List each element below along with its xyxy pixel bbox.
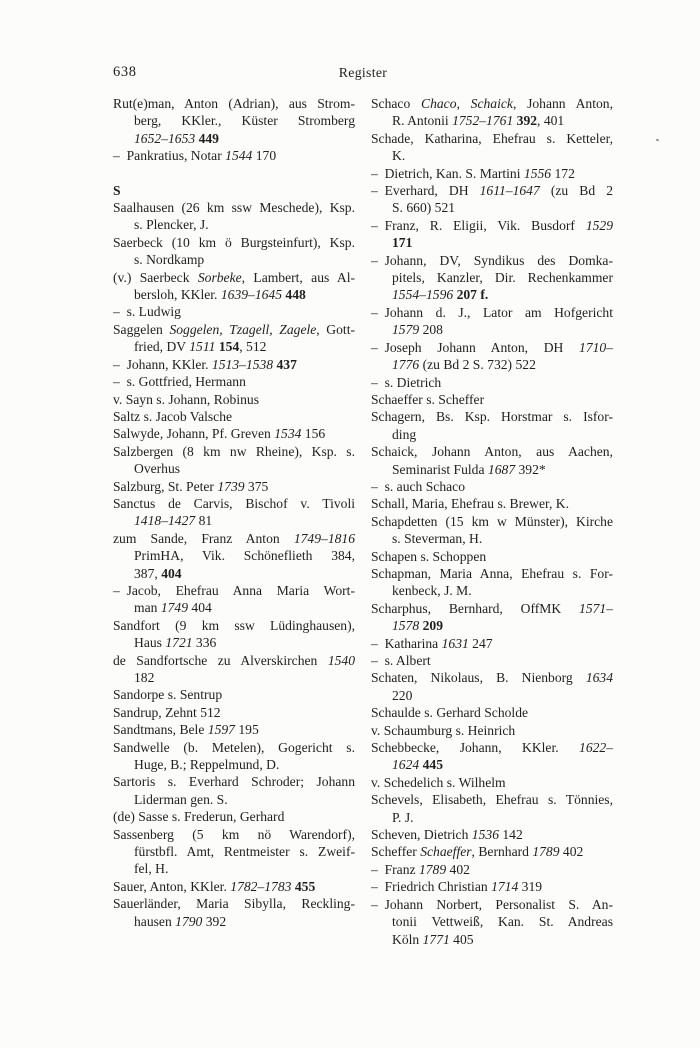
entry-line: 1554–1596 207 f.: [392, 287, 489, 303]
entry-line: 1652–1653 449: [134, 130, 219, 146]
index-entry: [113, 808, 355, 825]
entry-line: bersloh, KKler. 1639–1645 448: [134, 287, 306, 303]
index-entry: [371, 878, 613, 895]
entry-line: Overhus: [134, 461, 181, 477]
entry-line: fried, DV 1511 154, 512: [134, 339, 267, 355]
index-entry: [371, 774, 613, 791]
index-entry: [113, 495, 355, 530]
entry-line: 171: [392, 235, 413, 251]
index-entry: [371, 791, 613, 826]
entry-line: Seminarist Fulda 1687 392*: [392, 461, 546, 477]
index-entry: [113, 321, 355, 356]
entry-line: 1579 208: [392, 322, 443, 338]
entry-line: – Friedrich Christian 1714 319: [371, 879, 543, 895]
entry-line: Sandwelle (b. Metelen), Gogericht s.: [113, 739, 355, 755]
entry-line: Rut(e)man, Anton (Adrian), aus Strom-: [113, 96, 355, 111]
index-entry: [371, 408, 613, 443]
index-entry: [371, 495, 613, 512]
entry-line: v. Schedelich s. Wilhelm: [371, 774, 506, 790]
entry-line: Schaick, Johann Anton, aus Aachen,: [371, 444, 613, 460]
index-entry: [113, 704, 355, 721]
entry-line: S. 660) 521: [392, 200, 456, 216]
index-entry: [371, 443, 613, 478]
entry-line: – Jacob, Ehefrau Anna Maria Wort-: [113, 582, 355, 598]
entry-line: Saggelen Soggelen, Tzagell, Zagele, Gott-: [113, 321, 355, 337]
entry-line: – Johann, DV, Syndikus des Domka-: [371, 252, 613, 268]
entry-line: – s. Albert: [371, 653, 431, 668]
index-entry: [113, 356, 355, 373]
index-entry: [113, 773, 355, 808]
entry-line: – Katharina 1631 247: [371, 635, 493, 651]
entry-line: – Joseph Johann Anton, DH 1710–: [371, 339, 613, 355]
entry-line: Köln 1771 405: [392, 931, 474, 947]
entry-line: Sanctus de Carvis, Bischof v. Tivoli: [113, 495, 355, 511]
entry-line: Saltz s. Jacob Valsche: [113, 408, 233, 424]
index-entry: [113, 878, 355, 895]
entry-line: 182: [134, 670, 155, 685]
index-entry: [113, 269, 355, 304]
entry-line: – Franz 1789 402: [371, 861, 470, 877]
entry-line: Sauer, Anton, KKler. 1782–1783 455: [113, 878, 316, 894]
entry-line: zum Sande, Franz Anton 1749–1816: [113, 530, 355, 546]
index-entry: [113, 95, 355, 147]
index-entry: [113, 234, 355, 269]
entry-line: – Pankratius, Notar 1544 170: [113, 148, 277, 164]
entry-line: – Everhard, DH 1611–1647 (zu Bd 2: [371, 183, 613, 199]
index-entry: [371, 165, 613, 182]
index-entry: [371, 565, 613, 600]
entry-line: Schade, Katharina, Ehefrau s. Ketteler,: [371, 130, 613, 146]
index-entry: [371, 182, 613, 217]
entry-line: kenbeck, J. M.: [392, 583, 472, 599]
index-entry: [371, 704, 613, 721]
entry-line: tonii Vettweiß, Kan. St. Andreas: [392, 914, 613, 930]
entry-line: Schagern, Bs. Ksp. Horstmar s. Isfor-: [371, 409, 613, 425]
entry-line: Schapman, Maria Anna, Ehefrau s. For-: [371, 565, 613, 581]
entry-line: Schebbecke, Johann, KKler. 1622–: [371, 740, 613, 756]
entry-line: Salwyde, Johann, Pf. Greven 1534 156: [113, 426, 326, 442]
index-entry: [371, 304, 613, 339]
entry-line: – Johann, KKler. 1513–1538 437: [113, 356, 297, 372]
index-entry: [113, 199, 355, 234]
entry-line: Sauerländer, Maria Sibylla, Reckling-: [113, 896, 355, 912]
index-entry: [371, 669, 613, 704]
entry-line: Scheffer Schaeffer, Bernhard 1789 402: [371, 844, 584, 860]
entry-line: 1418–1427 81: [134, 513, 213, 529]
entry-line: de Sandfortsche zu Alverskirchen 1540: [113, 652, 355, 668]
entry-line: Sassenberg (5 km nö Warendorf),: [113, 826, 355, 842]
section-letter: [113, 182, 355, 199]
entry-line: Saalhausen (26 km ssw Meschede), Ksp.: [113, 200, 355, 216]
entry-line: 1776 (zu Bd 2 S. 732) 522: [392, 357, 536, 373]
entry-line: Scheven, Dietrich 1536 142: [371, 827, 523, 843]
index-entry: [113, 582, 355, 617]
entry-line: (de) Sasse s. Frederun, Gerhard: [113, 809, 285, 825]
page-number: 638: [113, 64, 137, 80]
index-entry: [371, 252, 613, 304]
index-entry: [371, 600, 613, 635]
index-entry: [371, 652, 613, 669]
entry-line: R. Antonii 1752–1761 392, 401: [392, 113, 565, 129]
entry-line: (v.) Saerbeck Sorbeke, Lambert, aus Al-: [113, 269, 355, 285]
entry-line: berg, KKler., Küster Stromberg: [134, 113, 355, 129]
entry-line: K.: [392, 148, 406, 164]
index-entry: [113, 478, 355, 495]
index-entry: [113, 721, 355, 738]
entry-line: Haus 1721 336: [134, 635, 217, 651]
index-entry: [371, 826, 613, 843]
index-entry: [371, 548, 613, 565]
entry-line: Sandtmans, Bele 1597 195: [113, 722, 259, 738]
index-entry: [113, 373, 355, 390]
index-column-left: [113, 95, 355, 948]
entry-line: 387, 404: [134, 565, 182, 581]
index-entry: [371, 861, 613, 878]
index-entry: [113, 530, 355, 582]
index-columns: [113, 95, 613, 948]
index-entry: [113, 686, 355, 703]
entry-line: 220: [392, 687, 413, 703]
index-entry: [113, 408, 355, 425]
scan-speck-artifact: [656, 138, 660, 141]
entry-line: Sandorpe s. Sentrup: [113, 687, 223, 703]
entry-line: 1578 209: [392, 618, 443, 634]
index-entry: [371, 843, 613, 860]
entry-line: Schaten, Nikolaus, B. Nienborg 1634: [371, 670, 613, 686]
index-entry: [371, 896, 613, 948]
index-entry: [371, 95, 613, 130]
entry-line: Schapen s. Schoppen: [371, 548, 487, 564]
index-entry: [371, 478, 613, 495]
entry-line: hausen 1790 392: [134, 913, 227, 929]
index-entry: [371, 739, 613, 774]
entry-line: man 1749 404: [134, 600, 212, 616]
entry-line: PrimHA, Vik. Schöneflieth 384,: [134, 548, 355, 564]
entry-line: Sandfort (9 km ssw Lüdinghausen),: [113, 617, 355, 633]
running-head: Register: [338, 65, 388, 80]
entry-line: S: [113, 182, 121, 198]
entry-line: v. Sayn s. Johann, Robinus: [113, 391, 260, 407]
entry-line: – s. Gottfried, Hermann: [113, 374, 246, 390]
page-header: [113, 64, 613, 84]
entry-line: – Franz, R. Eligii, Vik. Busdorf 1529: [371, 217, 613, 233]
entry-line: Saerbeck (10 km ö Burgsteinfurt), Ksp.: [113, 234, 355, 250]
entry-line: Salzburg, St. Peter 1739 375: [113, 478, 269, 494]
entry-line: s. Plencker, J.: [134, 217, 209, 233]
entry-line: Schapdetten (15 km w Münster), Kirche: [371, 513, 613, 529]
entry-line: s. Nordkamp: [134, 252, 205, 268]
entry-line: Schall, Maria, Ehefrau s. Brewer, K.: [371, 496, 570, 512]
entry-line: Schaeffer s. Scheffer: [371, 391, 485, 407]
index-entry: [113, 147, 355, 164]
index-entry: [113, 895, 355, 930]
entry-line: – Johann d. J., Lator am Hofgericht: [371, 304, 613, 320]
entry-line: s. Steverman, H.: [392, 531, 483, 547]
entry-line: P. J.: [392, 809, 414, 825]
index-entry: [113, 739, 355, 774]
entry-line: – s. Dietrich: [371, 374, 442, 390]
index-entry: [113, 826, 355, 878]
index-entry: [113, 617, 355, 652]
index-entry: [371, 635, 613, 652]
index-entry: [113, 303, 355, 320]
index-entry: [371, 513, 613, 548]
entry-line: pitels, Kanzler, Dir. Rechenkammer: [392, 270, 613, 286]
entry-line: – Dietrich, Kan. S. Martini 1556 172: [371, 165, 575, 181]
index-entry: [371, 374, 613, 391]
entry-line: – s. auch Schaco: [371, 478, 465, 494]
entry-line: Schaco Chaco, Schaick, Johann Anton,: [371, 96, 613, 111]
entry-line: – Johann Norbert, Personalist S. An-: [371, 896, 613, 912]
entry-line: Schevels, Elisabeth, Ehefrau s. Tönnies,: [371, 792, 613, 808]
entry-line: – s. Ludwig: [113, 304, 181, 320]
index-entry: [113, 443, 355, 478]
entry-line: v. Schaumburg s. Heinrich: [371, 722, 516, 738]
entry-line: 1624 445: [392, 757, 443, 773]
entry-line: Sartoris s. Everhard Schroder; Johann: [113, 774, 355, 790]
entry-line: Salzbergen (8 km nw Rheine), Ksp. s.: [113, 443, 355, 459]
entry-line: Schaulde s. Gerhard Scholde: [371, 705, 529, 721]
index-entry: [371, 391, 613, 408]
index-entry: [113, 652, 355, 687]
entry-line: Huge, B.; Reppelmund, D.: [134, 757, 280, 773]
index-column-right: [371, 95, 613, 948]
entry-line: Scharphus, Bernhard, OffMK 1571–: [371, 600, 613, 616]
index-entry: [371, 130, 613, 165]
entry-line: fürstbfl. Amt, Rentmeister s. Zweif-: [134, 844, 355, 860]
index-entry: [113, 391, 355, 408]
index-entry: [371, 339, 613, 374]
index-entry: [113, 425, 355, 442]
index-entry: [371, 722, 613, 739]
entry-line: Sandrup, Zehnt 512: [113, 704, 221, 720]
entry-line: Liderman gen. S.: [134, 791, 228, 807]
entry-line: fel, H.: [134, 861, 169, 877]
index-entry: [371, 217, 613, 252]
entry-line: ding: [392, 426, 417, 442]
